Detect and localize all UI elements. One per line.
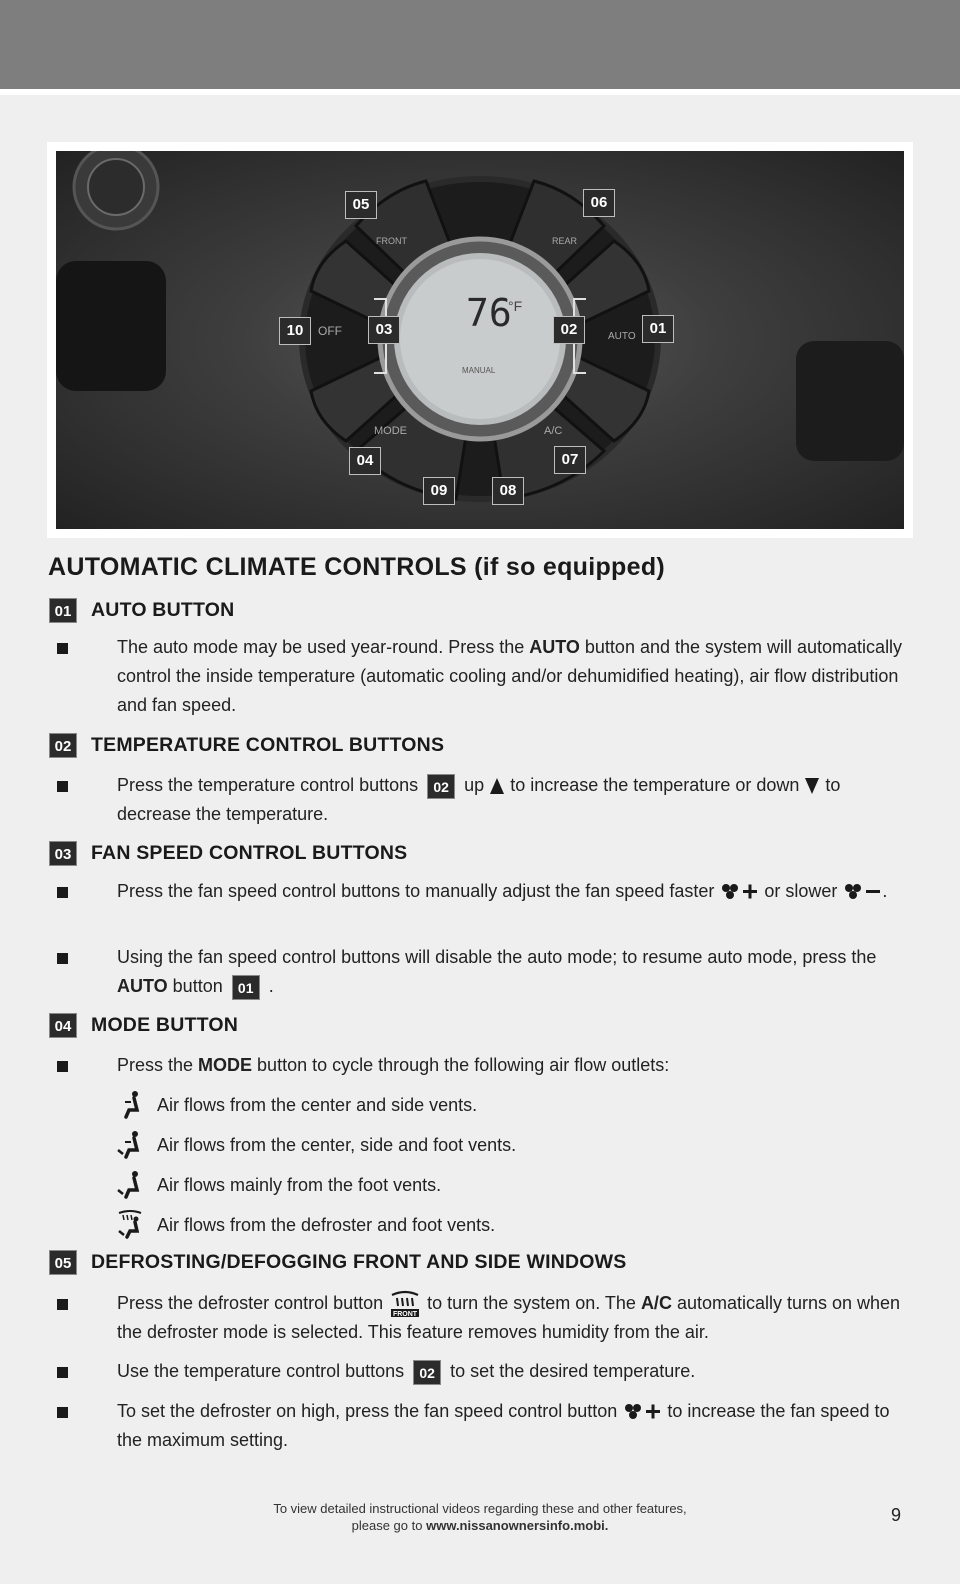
inline-number-badge: 01 (232, 975, 260, 1000)
bullet-square (57, 953, 68, 964)
section-number: 03 (49, 841, 77, 866)
bullet: Press the MODE button to cycle through the following air flow outlets: (57, 1051, 907, 1080)
inline-number-badge: 02 (427, 774, 455, 799)
ac-label: A/C (544, 425, 563, 437)
page-heading: AUTOMATIC CLIMATE CONTROLS (if so equipped) (48, 553, 666, 581)
section-number: 02 (49, 733, 77, 758)
footer-url: www.nissanownersinfo.mobi. (426, 1518, 609, 1533)
fan-minus-icon (842, 882, 882, 902)
bullet: The auto mode may be used year-round. Press the AUTO button and the system will automatically control the inside temperature (automatic cooling and/or dehumidified heating), air flow distribution and fan speed. (57, 633, 907, 720)
bullet: Press the temperature control buttons 02 up to increase the temperature or down to decrease the temperature. (57, 771, 907, 829)
bullet-square (57, 887, 68, 898)
front-defrost-icon (388, 1290, 422, 1318)
section-01-header (49, 597, 234, 623)
up-triangle-icon (489, 777, 505, 795)
fan-plus-icon (622, 1402, 662, 1422)
face-vent-icon (115, 1090, 145, 1120)
footer-note: To view detailed instructional videos regarding these and other features, please go to www.nissanownersinfo.mobi. (273, 1501, 687, 1533)
climate-panel-illustration (56, 151, 904, 529)
display-mode: MANUAL (462, 366, 496, 375)
bullet: To set the defroster on high, press the fan speed control button to increase the fan speed to the maximum setting. (57, 1397, 907, 1455)
bullet-square (57, 1367, 68, 1378)
mode-item: Air flows from the center and side vents. (115, 1090, 477, 1120)
climate-control-photo (56, 151, 904, 529)
section-number: 01 (49, 598, 77, 623)
callout-02: 02 (553, 316, 585, 344)
mode-item: Air flows from the defroster and foot vents. (115, 1210, 495, 1240)
callout-09: 09 (423, 477, 455, 505)
section-02-header (49, 732, 444, 758)
callout-08: 08 (492, 477, 524, 505)
section-number: 05 (49, 1250, 77, 1275)
section-title: FAN SPEED CONTROL BUTTONS (91, 841, 408, 864)
bullet-square (57, 1061, 68, 1072)
page-number: 9 (891, 1505, 902, 1525)
section-03-header (49, 840, 407, 866)
bullet-square (57, 643, 68, 654)
mode-item: Air flows from the center, side and foot vents. (115, 1130, 516, 1160)
inline-number-badge: 02 (413, 1360, 441, 1385)
callout-04: 04 (349, 447, 381, 475)
front-label: FRONT (376, 236, 407, 246)
bullet-square (57, 781, 68, 792)
callout-05: 05 (345, 191, 377, 219)
fan-plus-icon (719, 882, 759, 902)
section-title: AUTO BUTTON (91, 598, 235, 621)
section-number: 04 (49, 1013, 77, 1038)
svg-text:FRONT: FRONT (393, 1311, 418, 1319)
rear-label: REAR (552, 236, 578, 246)
display-temperature: 76 (466, 291, 512, 335)
display-unit: °F (508, 298, 523, 314)
foot-vent-icon (115, 1170, 145, 1200)
callout-03: 03 (368, 316, 400, 344)
section-title: MODE BUTTON (91, 1013, 239, 1036)
bullet: Use the temperature control buttons 02 to set the desired temperature. (57, 1357, 907, 1386)
bullet: Using the fan speed control buttons will disable the auto mode; to resume auto mode, press the AUTO button 01 . (57, 943, 907, 1001)
section-title: TEMPERATURE CONTROL BUTTONS (91, 733, 445, 756)
bullet-square (57, 1407, 68, 1418)
section-title: DEFROSTING/DEFOGGING FRONT AND SIDE WINDOWS (91, 1250, 627, 1273)
section-04-header (49, 1012, 238, 1038)
auto-label: AUTO (608, 331, 636, 342)
callout-01: 01 (642, 315, 674, 343)
callout-06: 06 (583, 189, 615, 217)
mode-item: Air flows mainly from the foot vents. (115, 1170, 441, 1200)
climate-control-photo-frame (47, 142, 913, 538)
callout-10: 10 (279, 317, 311, 345)
section-05-header (49, 1249, 626, 1275)
mode-label: MODE (374, 425, 407, 437)
bullet: Press the fan speed control buttons to manually adjust the fan speed faster or slower . (57, 877, 907, 906)
bullet-square (57, 1299, 68, 1310)
bi-level-vent-icon (115, 1130, 145, 1160)
defrost-foot-vent-icon (115, 1210, 145, 1240)
callout-07: 07 (554, 446, 586, 474)
bullet: Press the defroster control button FRONT to turn the system on. The A/C automatically turns on when the defroster mode is selected. This feature removes humidity from the air. (57, 1289, 907, 1347)
off-label: OFF (318, 324, 342, 338)
down-triangle-icon (804, 777, 820, 795)
top-band (0, 0, 960, 95)
